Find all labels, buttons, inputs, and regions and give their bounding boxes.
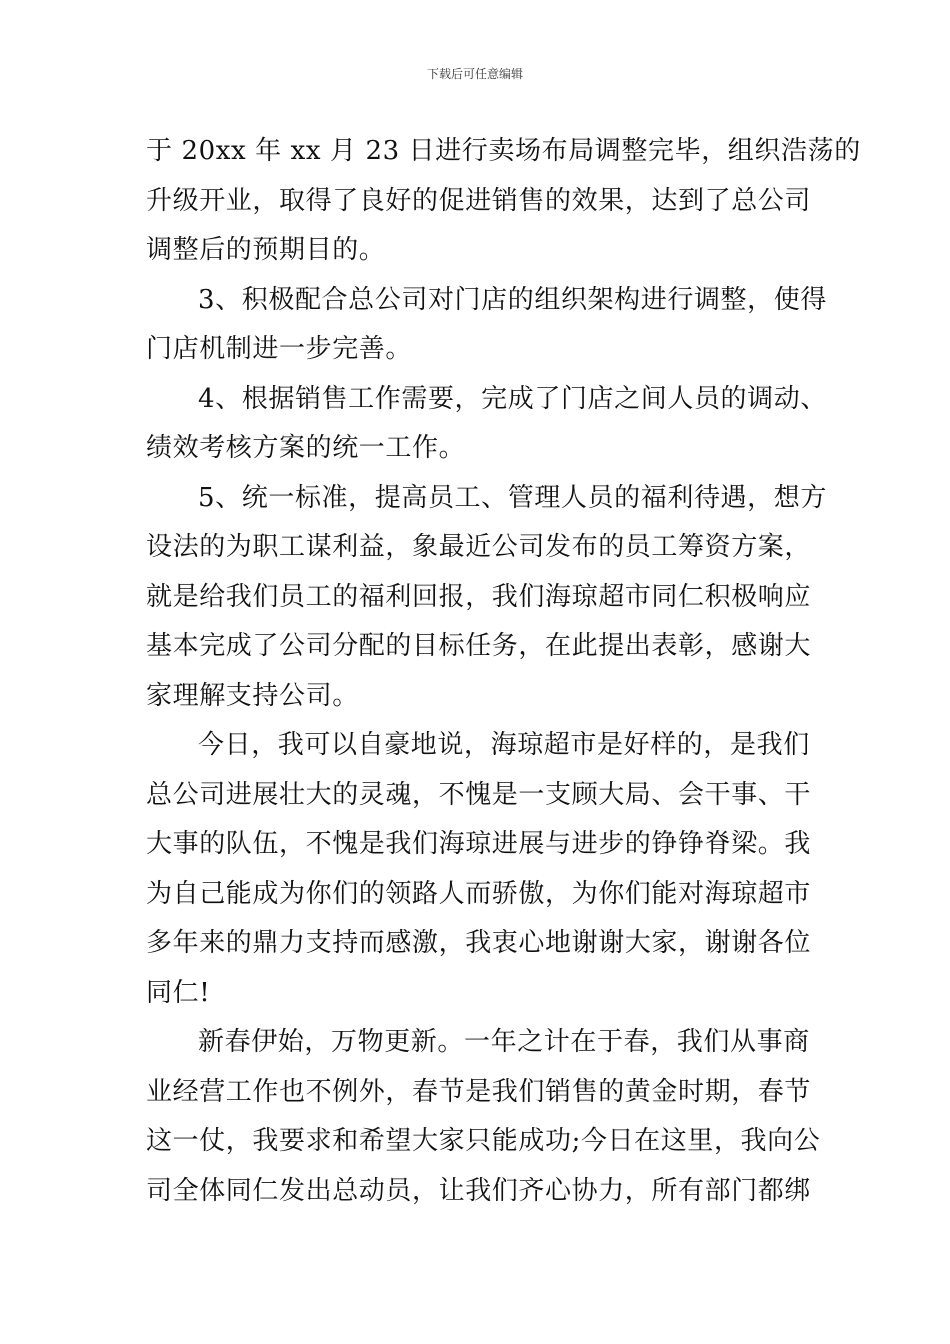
- text-line: 司全体同仁发出总动员，让我们齐心协力，所有部门都绑: [146, 1175, 812, 1206]
- text-line: 多年来的鼎力支持而感激，我衷心地谢谢大家，谢谢各位: [146, 928, 812, 958]
- text-line: 就是给我们员工的福利回报，我们海琼超市同仁积极响应: [146, 581, 812, 612]
- text-line: 今日，我可以自豪地说，海琼超市是好样的，是我们: [198, 730, 810, 760]
- text-line: 家理解支持公司。: [146, 680, 359, 711]
- page-header-note: 下载后可任意编辑: [426, 67, 523, 81]
- text-line: 5、统一标准，提高员工、管理人员的福利待遇，想方: [198, 482, 827, 513]
- text-line: 为自己能成为你们的领路人而骄傲，为你们能对海琼超市: [146, 878, 812, 909]
- text-line: 基本完成了公司分配的目标任务，在此提出表彰，感谢大: [146, 631, 812, 661]
- text-line: 设法的为职工谋利益，象最近公司发布的员工筹资方案，: [146, 532, 812, 562]
- text-line: 新春伊始，万物更新。一年之计在于春，我们从事商: [198, 1027, 810, 1057]
- text-line: 升级开业，取得了良好的促进销售的效果，达到了总公司: [146, 185, 812, 216]
- text-line: 业经营工作也不例外，春节是我们销售的黄金时期，春节: [146, 1076, 812, 1107]
- text-line: 这一仗，我要求和希望大家只能成功;今日在这里，我向公: [146, 1126, 821, 1156]
- text-line: 同仁!: [146, 977, 211, 1008]
- text-line: 门店机制进一步完善。: [146, 334, 413, 364]
- text-line: 大事的队伍，不愧是我们海琼进展与进步的铮铮脊梁。我: [146, 829, 812, 859]
- text-line: 绩效考核方案的统一工作。: [146, 433, 466, 463]
- text-line: 于 20xx 年 xx 月 23 日进行卖场布局调整完毕，组织浩荡的: [146, 136, 861, 166]
- text-line: 4、根据销售工作需要，完成了门店之间人员的调动、: [198, 383, 827, 414]
- document-body: [146, 127, 861, 1216]
- text-line: 调整后的预期目的。: [146, 235, 386, 265]
- text-line: 总公司进展壮大的灵魂，不愧是一支顾大局、会干事、干: [146, 779, 812, 810]
- text-line: 3、积极配合总公司对门店的组织架构进行调整，使得: [198, 284, 827, 315]
